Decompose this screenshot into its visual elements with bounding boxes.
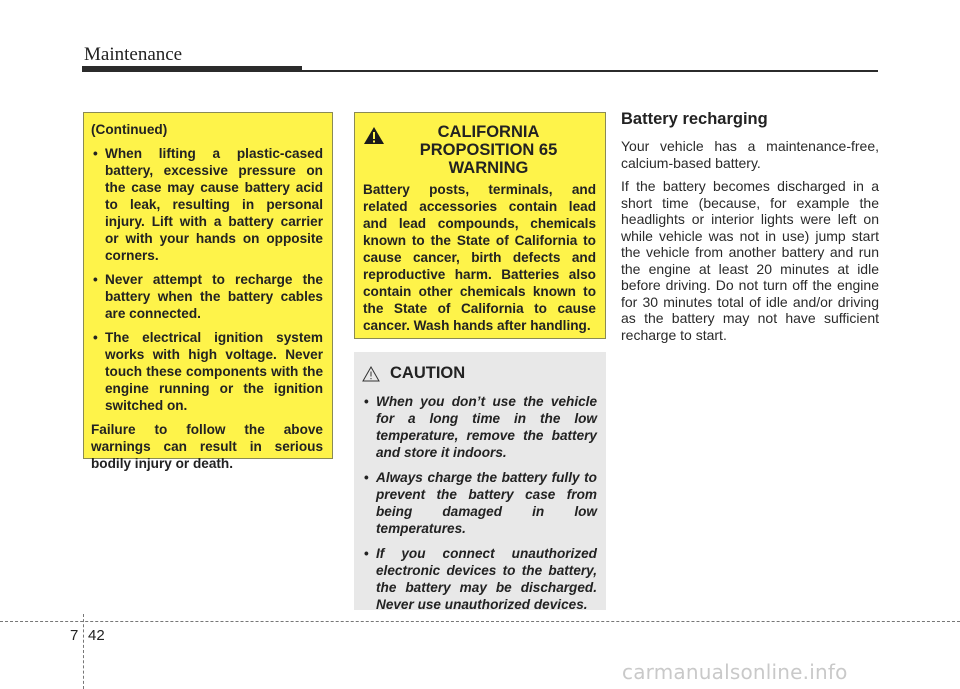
chapter-number: 7 xyxy=(70,627,79,644)
warning-closing: Failure to follow the above warnings can result in serious bodily injury or death. xyxy=(91,422,323,471)
header-bar xyxy=(82,66,302,72)
footer-rule xyxy=(0,621,960,622)
caution-triangle-icon xyxy=(362,366,380,382)
page-header-title: Maintenance xyxy=(84,44,183,65)
page-number: 42 xyxy=(88,627,105,644)
header-rule xyxy=(300,70,878,72)
warning-continued-box xyxy=(83,112,333,471)
watermark: carmanualsonline.info xyxy=(622,660,848,684)
prop65-body: Battery posts, terminals, and related accessories contain lead and lead compounds, chemicals known to the State of California to cause cancer, birth defects and reproductive harm. Batteries also contain other chemicals known to the State of California to cause cancer. Wash hands after handling. xyxy=(363,182,596,333)
warning-item: • Never attempt to recharge the battery when the battery cables are connected. xyxy=(91,271,323,322)
caution-item: • Always charge the battery fully to prevent the battery case from being damaged in low temperatures. xyxy=(362,469,597,537)
warning-triangle-icon xyxy=(363,126,385,145)
continued-label: (Continued) xyxy=(91,122,168,137)
warning-item: • When lifting a plastic-cased battery, excessive pressure on the case may cause battery acid to leak, resulting in personal injury. Lift with a battery carrier or with your hands on opposite corners. xyxy=(91,145,323,264)
warning-item: • The electrical ignition system works with high voltage. Never touch these components with the engine running or the ignition switched on. xyxy=(91,329,323,414)
caution-title: CAUTION xyxy=(390,364,466,382)
section-title: Battery recharging xyxy=(621,110,768,128)
battery-recharging-section xyxy=(621,110,879,350)
caution-item: • If you connect unauthorized electronic devices to the battery, the battery may be discharged. Never use unauthorized devices. xyxy=(362,545,597,613)
caution-item: • When you don’t use the vehicle for a long time in the low temperature, remove the battery and store it indoors. xyxy=(362,393,597,461)
recharging-paragraph-1: Your vehicle has a maintenance-free, calcium-based battery. xyxy=(621,138,879,171)
recharging-paragraph-2: If the battery becomes discharged in a short time (because, for example the headlights or interior lights were left on while vehicle was not in use) jump start the vehicle from another battery and run the engine at least 20 minutes at idle before driving. Do not turn off the engine for 30 minutes total of idle and/or driving as the battery may not have sufficient recharge to start. xyxy=(621,178,879,343)
prop65-warning-box xyxy=(354,112,606,339)
caution-header xyxy=(362,364,597,383)
caution-box xyxy=(354,352,606,610)
prop65-header xyxy=(363,123,596,177)
footer-divider xyxy=(83,614,84,689)
prop65-title: CALIFORNIA PROPOSITION 65 WARNING xyxy=(419,123,558,177)
